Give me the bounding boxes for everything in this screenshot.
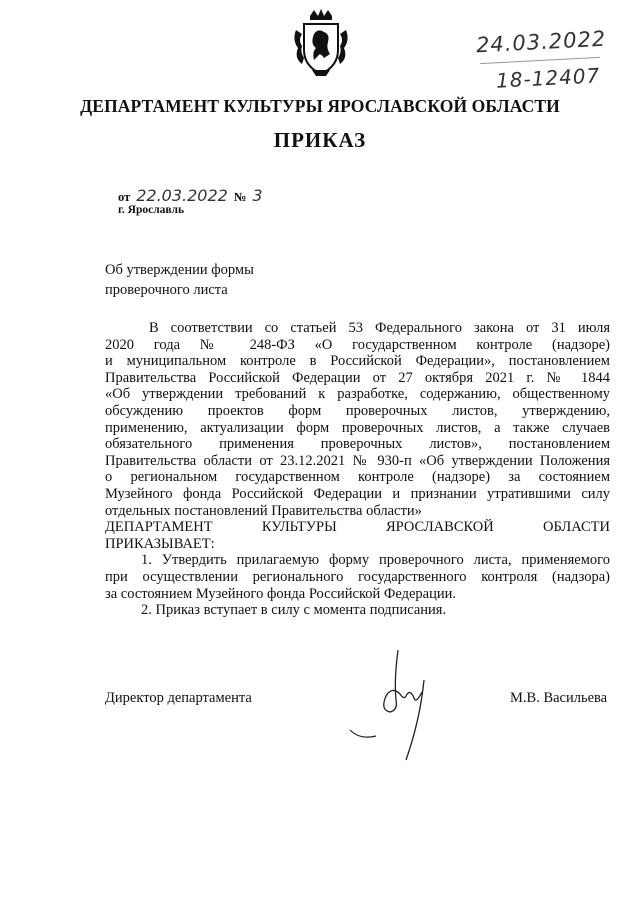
handwritten-signature — [340, 640, 450, 770]
order-date-line — [118, 186, 269, 205]
organization-title: ДЕПАРТАМЕНТ КУЛЬТУРЫ ЯРОСЛАВСКОЙ ОБЛАСТИ — [80, 96, 560, 116]
number-prefix: № — [233, 190, 247, 204]
body-line: отдельных постановлений Правительства области» — [105, 502, 422, 519]
body-line: применению, актуализации форм проверочных листов, а также случаев — [105, 419, 610, 436]
body-line: В соответствии со статьей 53 Федерального закона от 31 июля — [149, 320, 610, 336]
body-line: Правительства области от 23.12.2021 № 930-п «Об утверждении Положения — [105, 452, 610, 469]
body-line: обязательного применения проверочных листов», постановлением — [105, 436, 610, 453]
subject-line: проверочного листа — [105, 282, 228, 298]
subject-line: Об утверждении формы — [105, 262, 254, 278]
body-line-department: ДЕПАРТАМЕНТ КУЛЬТУРЫ ЯРОСЛАВСКОЙ ОБЛАСТИ — [105, 519, 610, 536]
body-line: обсуждению проектов форм проверочных листов, утверждению, — [105, 402, 610, 419]
registration-number: 18-12407 — [495, 63, 601, 93]
body-line: о региональном государственном контроле (надзоре) за состоянием — [105, 469, 610, 486]
document-type: ПРИКАЗ — [273, 128, 367, 152]
order-number: 3 — [252, 186, 263, 205]
body-line: за состоянием Музейного фонда Российской Федерации. — [105, 585, 457, 602]
date-prefix: от — [118, 190, 131, 204]
signatory-title: Директор департамента — [105, 690, 252, 706]
body-line-item-1: 1. Утвердить прилагаемую форму проверочного листа, применяемого — [141, 552, 610, 569]
body-line: 2020 года № 248-ФЗ «О государственном контроле (надзоре) — [105, 336, 610, 353]
coat-of-arms-emblem — [290, 8, 352, 78]
body-line-orders: ПРИКАЗЫВАЕТ: — [105, 535, 215, 552]
signatory-name: М.В. Васильева — [510, 690, 608, 706]
body-line: «Об утверждении требований к разработке, содержанию, общественному — [105, 386, 610, 403]
body-line: Музейного фонда Российской Федерации и признании утратившими силу — [105, 485, 610, 502]
body-line: Правительства Российской Федерации от 27 октября 2021 г. № 1844 — [105, 369, 610, 386]
body-line-item-2: 2. Приказ вступает в силу с момента подписания. — [141, 602, 447, 619]
order-city: г. Ярославль — [118, 204, 185, 216]
registration-divider — [480, 57, 600, 64]
order-date: 22.03.2022 — [136, 186, 228, 205]
order-subject — [105, 260, 254, 300]
order-body — [105, 320, 610, 619]
body-line: и муниципальном контроле в Российской Федерации», постановлением — [105, 353, 610, 370]
body-line: при осуществлении регионального государственного контроля (надзора) — [105, 568, 610, 585]
registration-date: 24.03.2022 — [475, 26, 607, 58]
